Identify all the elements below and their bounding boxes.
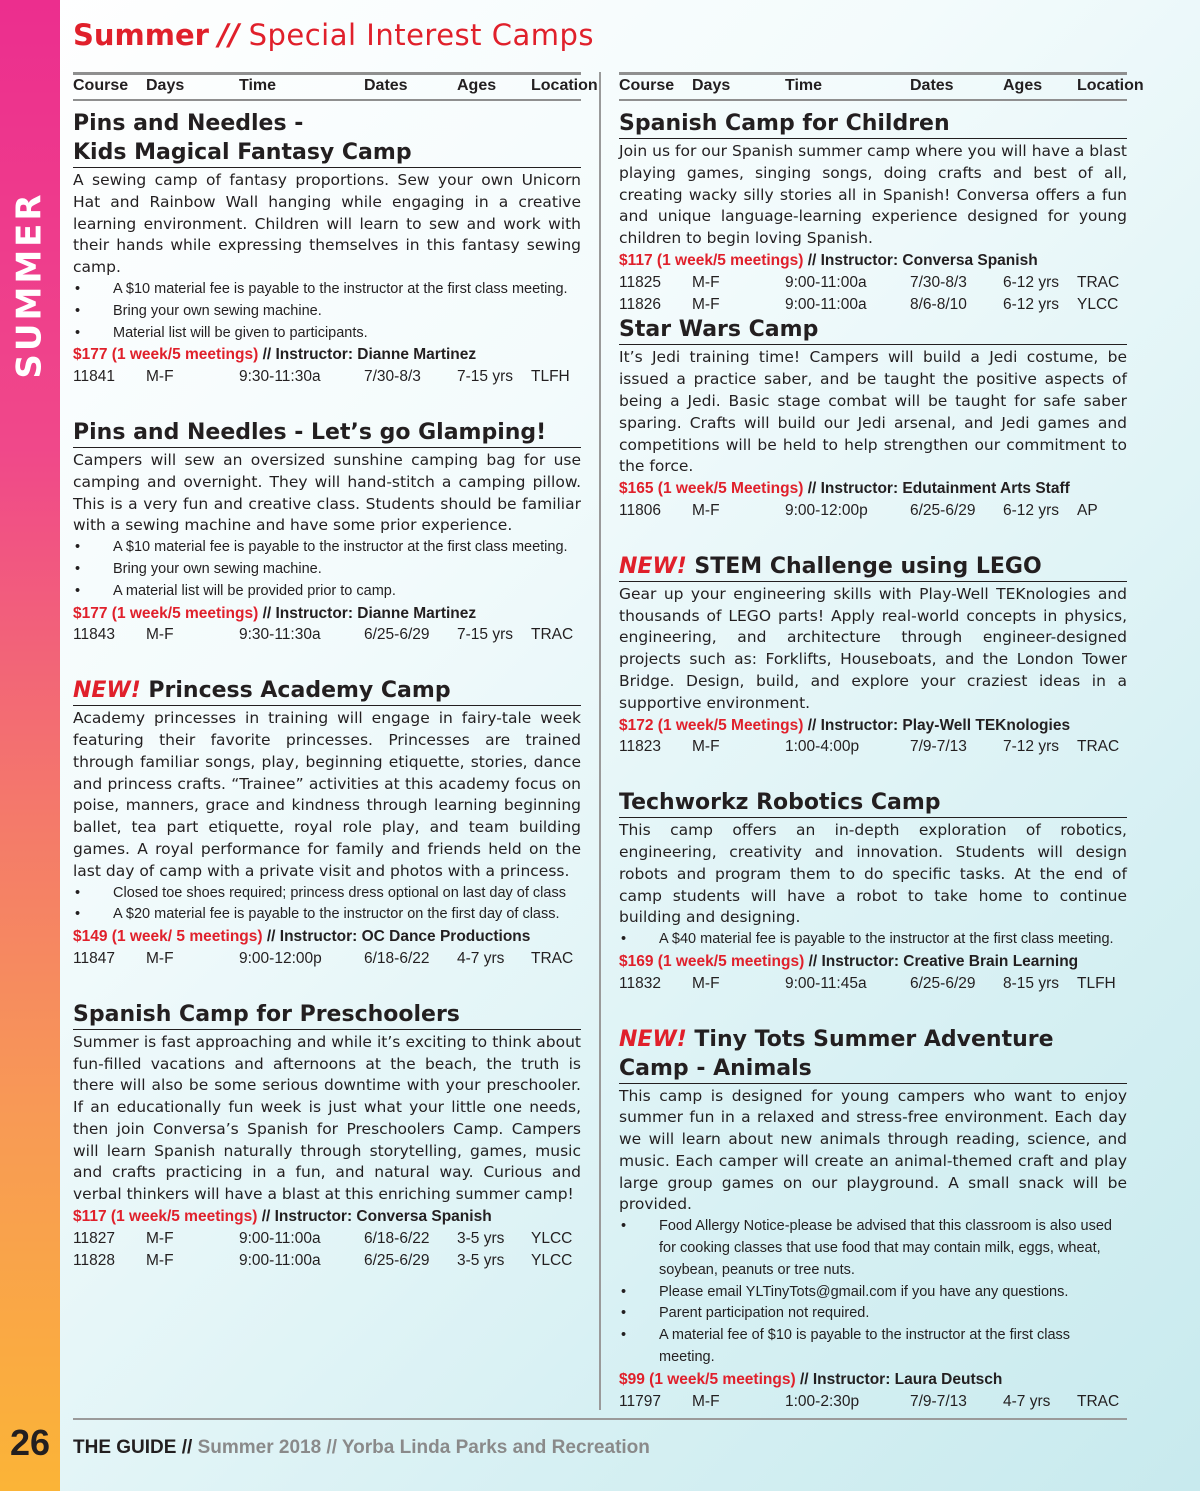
course-block: [619, 552, 1127, 758]
session-location: YLCC: [531, 1229, 573, 1247]
session-row: [73, 1228, 581, 1250]
column-header: [619, 72, 1144, 101]
course-description: This camp offers an in-depth exploration of robotics, engineering, creativity and innovation. Students will design robots and program them to do specific tasks. At the end of camp students will have a robot to take home to continue building and designing.: [619, 821, 1127, 927]
column-header-dates: Dates: [910, 77, 954, 94]
session-dates: 6/18-6/22: [364, 1229, 430, 1247]
session-time: 9:30-11:30a: [239, 368, 321, 386]
course-description: Campers will sew an oversized sunshine camping bag for use camping and overnight. They will hand-stitch a camping pillow. This is a very fun and creative class. Students should be familiar with a sewing machine and have some prior experience.: [73, 450, 581, 535]
new-badge: NEW!: [619, 1026, 687, 1052]
course-price-line: [619, 715, 1127, 737]
session-ages: 6-12 yrs: [1003, 273, 1059, 291]
column-header-location: Location: [531, 77, 598, 94]
column-divider: [599, 72, 601, 1410]
session-ages: 7-15 yrs: [457, 626, 513, 644]
course-title-line: Star Wars Camp: [619, 317, 819, 343]
course-instructor: // Instructor: Laura Deutsch: [799, 1370, 1003, 1388]
session-course: 11828: [73, 1251, 115, 1269]
course-notes: [619, 929, 1127, 951]
session-time: 9:00-12:00p: [239, 949, 322, 967]
course-note: • Bring your own sewing machine.: [73, 301, 581, 323]
course-title-line: Techworkz Robotics Camp: [619, 790, 941, 816]
footer-rule: [73, 1418, 1127, 1420]
session-ages: 6-12 yrs: [1003, 295, 1059, 313]
session-location: TRAC: [531, 949, 574, 967]
session-dates: 6/25-6/29: [364, 626, 430, 644]
course-price-line: [73, 926, 581, 948]
course-note: • A $10 material fee is payable to the instructor at the first class meeting.: [73, 279, 581, 301]
course-notes: [73, 537, 581, 602]
course-block: [73, 676, 581, 970]
session-row: [619, 973, 1127, 995]
course-title: [73, 109, 581, 168]
course-block: [73, 418, 581, 646]
column-header-time: Time: [239, 77, 277, 94]
session-location: TRAC: [1077, 1392, 1120, 1410]
session-dates: 7/9-7/13: [910, 1392, 967, 1410]
course-note: • A $20 material fee is payable to the instructor on the first day of class.: [73, 904, 581, 926]
course-fee: $177 (1 week/5 meetings): [73, 604, 259, 622]
session-dates: 7/30-8/3: [364, 368, 421, 386]
right-column: [619, 72, 1144, 1412]
session-dates: 6/25-6/29: [910, 974, 976, 992]
course-title-line: Tiny Tots Summer Adventure: [694, 1026, 1054, 1052]
course-instructor: // Instructor: OC Dance Productions: [266, 928, 531, 946]
course-block: [73, 109, 581, 388]
session-time: 1:00-4:00p: [785, 738, 860, 756]
course-instructor: // Instructor: Play-Well TEKnologies: [807, 716, 1071, 734]
column-header-dates: Dates: [364, 77, 408, 94]
course-fee: $177 (1 week/5 meetings): [73, 346, 259, 364]
course-fee: $169 (1 week/5 meetings): [619, 952, 805, 970]
session-row: [619, 272, 1127, 294]
session-time: 9:00-11:00a: [239, 1251, 321, 1269]
course-title: [619, 109, 1127, 139]
session-row: [619, 500, 1127, 522]
page-title-category: Special Interest Camps: [248, 18, 595, 52]
footer-publication: Summer 2018 // Yorba Linda Parks and Recreation: [192, 1437, 650, 1458]
session-time: 9:00-11:00a: [239, 1229, 321, 1247]
course-price-line: [73, 1206, 581, 1228]
course-title: [73, 418, 581, 448]
course-block: [619, 315, 1127, 521]
course-title-line: Pins and Needles - Let’s go Glamping!: [73, 419, 547, 445]
session-days: M-F: [692, 273, 720, 291]
course-price-line: [73, 603, 581, 625]
new-badge: NEW!: [73, 678, 141, 704]
course-title-line: Camp - Animals: [619, 1055, 812, 1081]
session-days: M-F: [692, 974, 720, 992]
session-time: 9:00-11:00a: [785, 295, 867, 313]
course-title: [619, 1025, 1127, 1084]
course-note: • A material fee of $10 is payable to the instructor at the first class meeting.: [619, 1325, 1127, 1369]
session-dates: 7/30-8/3: [910, 273, 967, 291]
session-ages: 3-5 yrs: [457, 1251, 505, 1269]
column-header-course: Course: [619, 77, 675, 94]
session-course: 11832: [619, 974, 661, 992]
course-title-line: Kids Magical Fantasy Camp: [73, 140, 412, 165]
session-location: AP: [1077, 501, 1098, 519]
session-days: M-F: [692, 295, 720, 313]
course-note: • A material list will be provided prior to camp.: [73, 581, 581, 603]
season-label: SUMMER: [10, 191, 51, 379]
course-description: Join us for our Spanish summer camp where you will have a blast playing games, singing songs, doing crafts and best of all, creating wacky silly stories all in Spanish! Conversa offers a fun and unique language-learning experience designed for young children to begin loving Spanish.: [619, 142, 1127, 248]
new-badge: NEW!: [619, 553, 687, 579]
course-note: • A $40 material fee is payable to the instructor at the first class meeting.: [619, 929, 1127, 951]
course-note: • Please email YLTinyTots@gmail.com if you have any questions.: [619, 1282, 1127, 1304]
session-dates: 6/25-6/29: [910, 501, 976, 519]
session-dates: 7/9-7/13: [910, 738, 967, 756]
session-course: 11841: [73, 368, 115, 386]
course-notes: [73, 279, 581, 344]
left-column: [73, 72, 598, 1271]
course-block: [619, 788, 1127, 994]
session-dates: 8/6-8/10: [910, 295, 967, 313]
session-time: 9:00-11:00a: [785, 273, 867, 291]
course-description: This camp is designed for young campers who want to enjoy summer fun in a relaxed and stress-free environment. Each day we will learn about new animals through reading, science, and music. Each camper will create an animal-themed craft and play large group games on our playground. A small snack will be provided.: [619, 1086, 1127, 1214]
session-days: M-F: [146, 1229, 174, 1247]
course-fee: $149 (1 week/ 5 meetings): [73, 928, 263, 946]
session-row: [73, 948, 581, 970]
course-title-line: STEM Challenge using LEGO: [694, 553, 1042, 579]
course-price-line: [73, 344, 581, 366]
course-note: • A $10 material fee is payable to the instructor at the first class meeting.: [73, 537, 581, 559]
session-row: [73, 1250, 581, 1272]
course-note: • Food Allergy Notice-please be advised that this classroom is also used for cooking classes that use food that may contain milk, eggs, wheat, soybean, peanuts or tree nuts.: [619, 1216, 1127, 1281]
course-price-line: [619, 951, 1127, 973]
course-note: • Material list will be given to participants.: [73, 323, 581, 345]
course-instructor: // Instructor: Dianne Martinez: [262, 604, 477, 622]
session-time: 1:00-2:30p: [785, 1392, 860, 1410]
course-description: Academy princesses in training will engage in fairy-tale week featuring their favorite princesses. Princesses are trained through familiar songs, play, beginning etiquette, stories, dance and princess crafts. “Trainee” activities at this academy focus on poise, manners, grace and kindness through learning beginning ballet, tea part etiquette, royal role play, and team building games. A royal performance for family and friends held on the last day of camp with a private visit and photos with a princess.: [73, 709, 581, 880]
session-ages: 4-7 yrs: [457, 949, 505, 967]
session-days: M-F: [692, 501, 720, 519]
session-location: TLFH: [531, 368, 570, 386]
session-course: 11843: [73, 626, 115, 644]
page-title-separator: //: [218, 18, 240, 52]
session-row: [619, 736, 1127, 758]
course-instructor: // Instructor: Conversa Spanish: [261, 1208, 492, 1226]
course-fee: $117 (1 week/5 meetings): [619, 251, 804, 269]
column-header: [73, 72, 598, 101]
session-days: M-F: [146, 368, 174, 386]
course-price-line: [619, 478, 1127, 500]
course-price-line: [619, 1369, 1127, 1391]
column-header-course: Course: [73, 77, 129, 94]
session-location: TRAC: [1077, 738, 1120, 756]
session-dates: 6/25-6/29: [364, 1251, 430, 1269]
course-description: A sewing camp of fantasy proportions. Sew your own Unicorn Hat and Rainbow Wall hanging while engaging in a creative learning environment. Children will learn to sew and work with their hands while expressing themselves in this fantasy sewing camp.: [73, 171, 581, 277]
column-header-ages: Ages: [1003, 77, 1043, 94]
course-fee: $117 (1 week/5 meetings): [73, 1208, 258, 1226]
course-title: [73, 676, 581, 706]
course-title: [619, 788, 1127, 818]
course-notes: [73, 883, 581, 927]
column-header-location: Location: [1077, 77, 1144, 94]
session-ages: 7-12 yrs: [1003, 738, 1059, 756]
course-instructor: // Instructor: Edutainment Arts Staff: [807, 480, 1070, 498]
summer-sidebar: [0, 0, 60, 1491]
course-title: [73, 1000, 581, 1030]
page-title-season: Summer: [73, 18, 209, 52]
session-time: 9:30-11:30a: [239, 626, 321, 644]
session-ages: 3-5 yrs: [457, 1229, 505, 1247]
session-row: [73, 624, 581, 646]
course-title-line: Pins and Needles -: [73, 111, 304, 136]
course-block: [619, 109, 1127, 315]
page-title: [73, 18, 594, 52]
session-location: YLCC: [1077, 295, 1119, 313]
course-note: • Parent participation not required.: [619, 1303, 1127, 1325]
session-time: 9:00-12:00p: [785, 501, 868, 519]
course-description: It’s Jedi training time! Campers will build a Jedi costume, be issued a practice saber, and be taught the positive aspects of being a Jedi. Basic stage combat will be taught for safe saber sparing. Crafts will build our Jedi arsenal, and Jedi games and competitions will be held to help strengthen our commitment to the force.: [619, 348, 1127, 476]
course-description: Summer is fast approaching and while it’s exciting to think about fun-filled vacations and afternoons at the beach, the truth is there will also be some serious downtime with your preschooler. If an educationally fun week is just what your little one needs, then join Conversa’s Spanish for Preschoolers Camp. Campers will learn Spanish naturally through storytelling, games, music and crafts practicing in a fun, and natural way. Curious and verbal thinkers will have a blast at this enriching summer camp!: [73, 1032, 581, 1204]
session-location: YLCC: [531, 1251, 573, 1269]
session-location: TLFH: [1077, 974, 1116, 992]
session-row: [73, 366, 581, 388]
course-description: Gear up your engineering skills with Play-Well TEKnologies and thousands of LEGO parts! Apply real-world concepts in physics, engineering, and architecture through engineer-designed projects such as: Forklifts, Houseboats, and the London Tower Bridge. Design, build, and explore your craziest ideas in a supportive environment.: [619, 584, 1127, 712]
course-title: [619, 552, 1127, 582]
session-course: 11797: [619, 1392, 661, 1410]
session-course: 11806: [619, 501, 661, 519]
course-notes: [619, 1216, 1127, 1369]
course-fee: $165 (1 week/5 Meetings): [619, 480, 804, 498]
session-ages: 4-7 yrs: [1003, 1392, 1051, 1410]
column-header-days: Days: [146, 77, 185, 94]
session-days: M-F: [692, 1392, 720, 1410]
session-ages: 8-15 yrs: [1003, 974, 1059, 992]
session-days: M-F: [692, 738, 720, 756]
course-title-line: Spanish Camp for Preschoolers: [73, 1001, 460, 1027]
course-price-line: [619, 250, 1127, 272]
course-title: [619, 315, 1127, 345]
course-instructor: // Instructor: Conversa Spanish: [807, 251, 1038, 269]
footer: [73, 1437, 650, 1459]
course-fee: $172 (1 week/5 Meetings): [619, 716, 804, 734]
session-time: 9:00-11:45a: [785, 974, 867, 992]
session-course: 11826: [619, 295, 661, 313]
session-row: [619, 294, 1127, 316]
column-header-days: Days: [692, 77, 731, 94]
session-row: [619, 1391, 1127, 1413]
page-number: 26: [9, 1422, 51, 1463]
session-course: 11823: [619, 738, 661, 756]
session-days: M-F: [146, 626, 174, 644]
course-block: [619, 1025, 1127, 1413]
course-instructor: // Instructor: Creative Brain Learning: [808, 952, 1079, 970]
session-days: M-F: [146, 949, 174, 967]
session-ages: 7-15 yrs: [457, 368, 513, 386]
footer-guide: THE GUIDE //: [73, 1437, 193, 1458]
session-course: 11847: [73, 949, 115, 967]
session-ages: 6-12 yrs: [1003, 501, 1059, 519]
course-note: • Bring your own sewing machine.: [73, 559, 581, 581]
column-header-time: Time: [785, 77, 823, 94]
session-location: TRAC: [531, 626, 574, 644]
course-block: [73, 1000, 581, 1272]
course-title-line: Spanish Camp for Children: [619, 111, 950, 136]
session-days: M-F: [146, 1251, 174, 1269]
session-location: TRAC: [1077, 273, 1120, 291]
column-header-ages: Ages: [457, 77, 497, 94]
session-dates: 6/18-6/22: [364, 949, 430, 967]
course-fee: $99 (1 week/5 meetings): [619, 1370, 796, 1388]
course-note: • Closed toe shoes required; princess dress optional on last day of class: [73, 883, 581, 905]
session-course: 11825: [619, 273, 661, 291]
session-course: 11827: [73, 1229, 115, 1247]
course-instructor: // Instructor: Dianne Martinez: [262, 346, 477, 364]
course-title-line: Princess Academy Camp: [148, 678, 451, 704]
